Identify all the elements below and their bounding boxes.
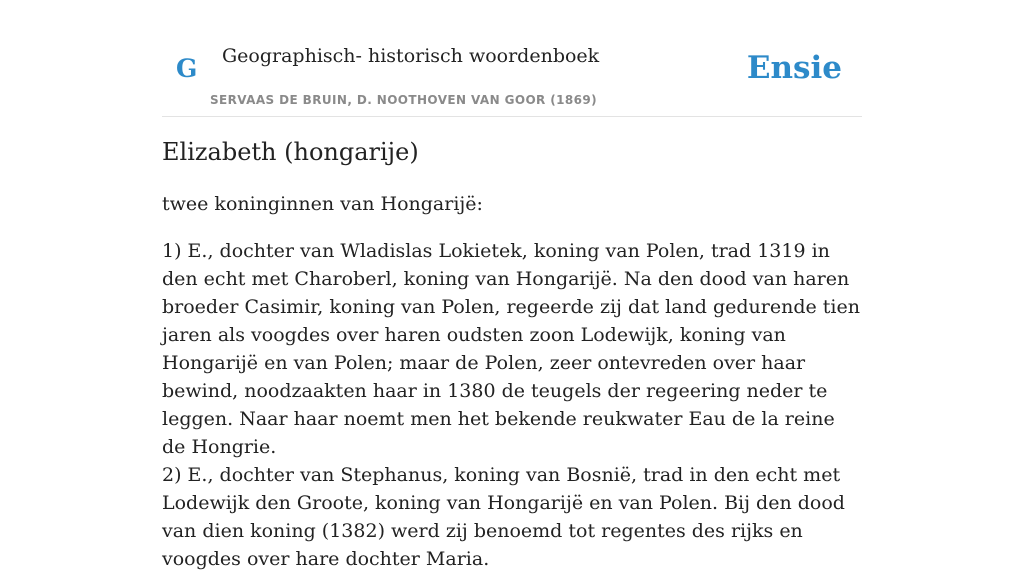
book-logo[interactable]: G: [176, 54, 198, 83]
entry-body: [162, 190, 862, 573]
book-authors: SERVAAS DE BRUIN, D. NOOTHOVEN VAN GOOR (1869): [210, 93, 598, 107]
entry-paragraph-2: 2) E., dochter van Stephanus, koning van Bosnië, trad in den echt met Lodewijk den Groote, koning van Hongarijë en van Polen. Bij den dood van dien koning (1382) werd zij benoemd tot regentes des rijks en voogdes over hare dochter Maria.: [162, 464, 845, 570]
entry-intro: twee koninginnen van Hongarijë:: [162, 193, 483, 215]
entry-paragraph-1: 1) E., dochter van Wladislas Lokietek, koning van Polen, trad 1319 in den echt met Charoberl, koning van Hongarijë. Na den dood van haren broeder Casimir, koning van Polen, regeerde zij dat land gedurende tien jaren als voogdes over haren oudsten zoon Lodewijk, koning van Hongarijë en van Polen; maar de Polen, zeer ontevreden over haar bewind, noodzaakten haar in 1380 de teugels der regeering neder te leggen. Naar haar noemt men het bekende reukwater Eau de la reine de Hongrie.: [162, 240, 860, 458]
book-title-link[interactable]: Geographisch- historisch woordenboek: [222, 45, 600, 67]
ensie-logo[interactable]: Ensie: [746, 50, 842, 86]
site-header: [162, 0, 862, 117]
entry-title: Elizabeth (hongarije): [162, 138, 419, 166]
